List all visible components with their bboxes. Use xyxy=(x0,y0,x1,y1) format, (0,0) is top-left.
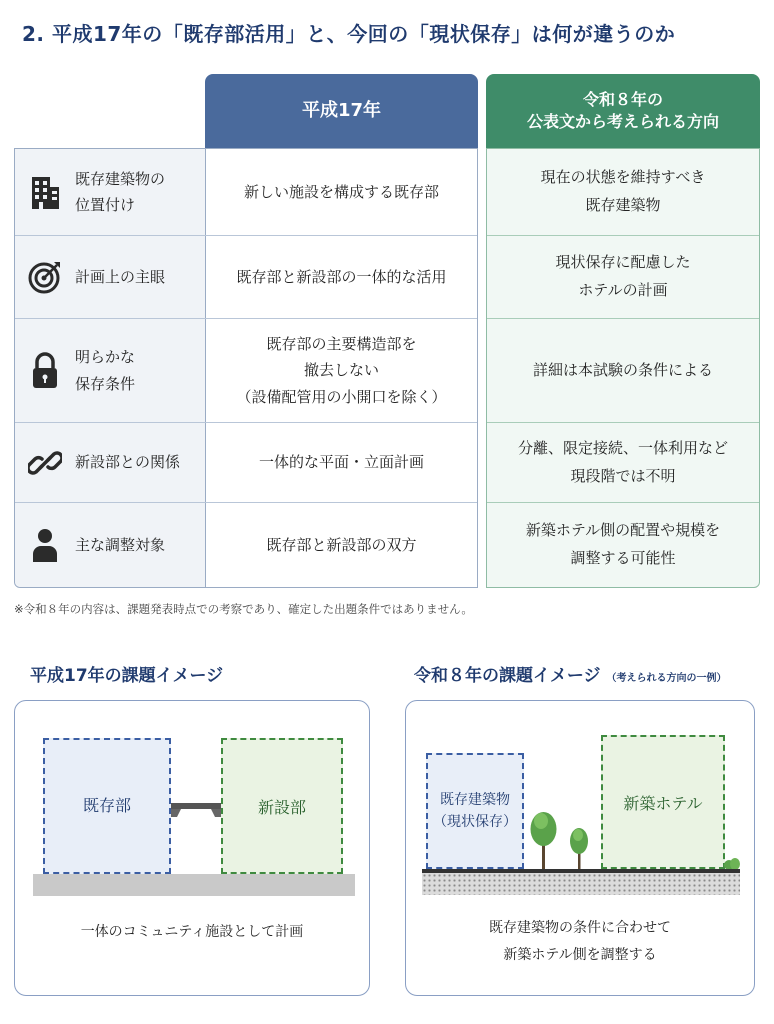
new-part-box: 新設部 xyxy=(221,738,343,874)
row-label: 新設部との関係 xyxy=(75,453,181,472)
comparison-table xyxy=(14,74,760,588)
existing-building-box: 既存建築物 （現状保存） xyxy=(426,753,524,869)
table-row xyxy=(487,236,759,319)
row-label-cell xyxy=(15,149,206,235)
existing-part-box: 既存部 xyxy=(43,738,171,874)
row-label: 既存建築物の 位置付け xyxy=(75,169,166,214)
table-right-grid xyxy=(486,148,760,588)
person-icon xyxy=(27,527,63,563)
footnote: ※令和８年の内容は、課題発表時点での考察であり、確定した出題条件ではありません。 xyxy=(14,602,473,616)
row-label-cell xyxy=(15,236,206,318)
new-hotel-box: 新築ホテル xyxy=(601,735,725,869)
r8-cell: 現状保存に配慮した ホテルの計画 xyxy=(555,253,691,299)
table-row xyxy=(487,503,759,587)
r8-image-title-text: 令和８年の課題イメージ xyxy=(414,666,601,686)
r8-image-title xyxy=(414,661,727,686)
h17-cell: 一体的な平面・立面計画 xyxy=(258,453,424,472)
r8-cell: 現在の状態を維持すべき 既存建築物 xyxy=(540,168,706,214)
h17-cell: 既存部と新設部の双方 xyxy=(266,535,417,554)
trees-icon xyxy=(524,799,604,871)
h17-cell: 既存部の主要構造部を 撤去しない （設備配管用の小開口を除く） xyxy=(236,335,447,406)
table-row xyxy=(487,149,759,236)
row-label: 主な調整対象 xyxy=(75,535,166,554)
link-icon xyxy=(27,445,63,481)
connector-bridge xyxy=(171,801,221,819)
table-row xyxy=(15,503,477,587)
page-title: 2. 平成17年の「既存部活用」と、今回の「現状保存」は何が違うのか xyxy=(22,22,676,46)
header-r8-text: 令和８年の 公表文から考えられる方向 xyxy=(526,89,719,131)
target-icon xyxy=(27,259,63,295)
row-label-cell xyxy=(15,423,206,502)
r8-cell: 詳細は本試験の条件による xyxy=(532,360,713,379)
ground-soil xyxy=(422,873,740,895)
table-left-grid xyxy=(14,148,478,588)
ground xyxy=(33,874,355,896)
row-label-cell xyxy=(15,503,206,587)
row-label: 計画上の主眼 xyxy=(75,267,166,286)
row-label: 明らかな 保存条件 xyxy=(75,348,136,393)
shrub-icon xyxy=(724,855,740,869)
h17-image-caption: 一体のコミュニティ施設として計画 xyxy=(80,924,304,940)
lock-icon xyxy=(27,353,63,389)
h17-cell: 新しい施設を構成する既存部 xyxy=(243,182,439,201)
table-row xyxy=(487,423,759,503)
header-h17: 平成17年 xyxy=(205,74,478,148)
r8-cell: 新築ホテル側の配置や規模を 調整する可能性 xyxy=(525,521,721,567)
h17-image-title: 平成17年の課題イメージ xyxy=(30,666,224,686)
r8-image-panel xyxy=(405,700,755,996)
table-row xyxy=(15,319,477,423)
table-row xyxy=(15,423,477,503)
header-r8 xyxy=(486,74,760,148)
h17-image-panel xyxy=(14,700,370,996)
r8-image-subtitle: （考えられる方向の一例） xyxy=(606,673,727,684)
row-label-cell xyxy=(15,319,206,422)
building-icon xyxy=(27,174,63,210)
r8-cell: 分離、限定接続、一体利用など 現段階では不明 xyxy=(517,438,728,485)
table-row xyxy=(15,236,477,319)
table-row xyxy=(15,149,477,236)
h17-cell: 既存部と新設部の一体的な活用 xyxy=(236,267,447,286)
r8-image-caption: 既存建築物の条件に合わせて 新築ホテル側を調整する xyxy=(489,920,671,963)
table-row xyxy=(487,319,759,423)
